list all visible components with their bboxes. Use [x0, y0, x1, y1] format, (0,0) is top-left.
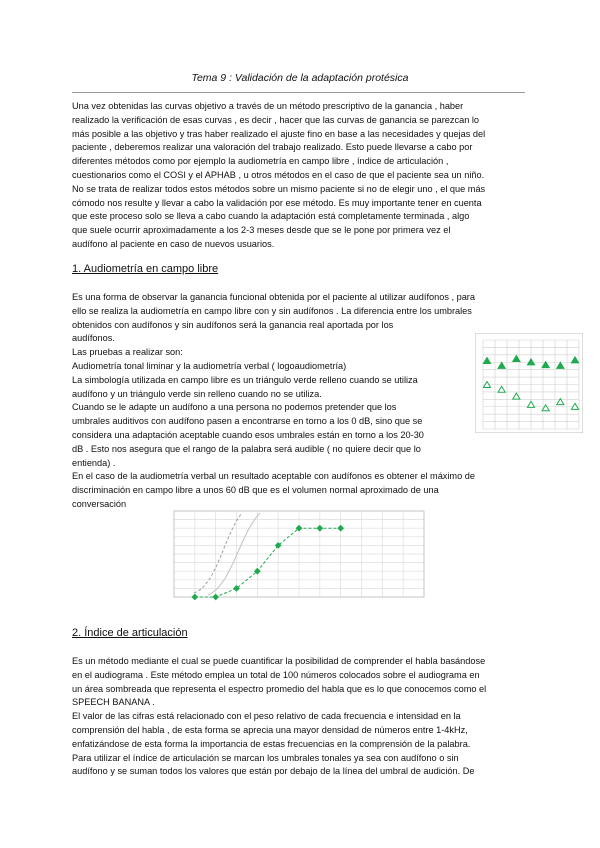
text-line: umbrales auditivos con audífono pasen a encontrarse en torno a los 0 dB, sino que se: [72, 416, 423, 427]
text-line: En el caso de la audiometría verbal un resultado aceptable con audífonos es obtener el máximo de: [72, 471, 475, 482]
text-line: considera una adaptación aceptable cuando esos umbrales están en torno a los 20-30: [72, 429, 424, 440]
text-line: Es una forma de observar la ganancia funcional obtenida por el paciente al utilizar audífonos , para: [72, 292, 475, 302]
text-line: audífono y se suman todos los valores que están por debajo de la línea del umbral de audición. De: [72, 766, 475, 777]
text-line: La simbología utilizada en campo libre es un triángulo verde relleno cuando se utiliza: [72, 374, 418, 385]
page-title: Tema 9 : Validación de la adaptación protésica: [191, 72, 409, 84]
speech-audiometry-figure: [162, 505, 440, 613]
text-line: Cuando se le adapte un audífono a una persona no podemos pretender que los: [72, 402, 397, 413]
text-line: Para utilizar el índice de articulación se marcan los umbrales tonales ya sea con audífono o sin: [72, 752, 459, 763]
audiogram-figure: [475, 333, 583, 433]
text-line: ello se realiza la audiometría en campo libre con y sin audífonos . La diferencia entre los umbrales: [72, 305, 472, 316]
text-line: Es un método mediante el cual se puede cuantificar la posibilidad de comprender el habla basándose: [72, 656, 486, 666]
text-line: comprensión del habla , de esta forma se aprecia una mayor densidad de números entre 1-4kHz,: [72, 724, 468, 735]
text-line: más posible a las objetivo y tras haber realizado el ajuste fino en base a las necesidades y quejas del: [72, 128, 486, 139]
text-line: un área sombreada que representa el espectro promedio del habla que es lo que conocemos como el: [72, 683, 487, 694]
text-line: cómodo nos resulte y llevar a cabo la validación por ese método. Es muy importante tener en cuenta: [72, 197, 482, 208]
text-line: diferentes métodos como por ejemplo la audiometría en campo libre , índice de articulación ,: [72, 156, 449, 167]
text-line: Una vez obtenidas las curvas objetivo a través de un método prescriptivo de la ganancia , haber: [72, 101, 464, 111]
text-line: El valor de las cifras está relacionado con el peso relativo de cada frecuencia e intensidad en la: [72, 711, 461, 722]
text-line: SPEECH BANANA .: [72, 697, 155, 708]
section-1-paragraph: [72, 291, 475, 512]
text-line: Audiometría tonal liminar y la audiometría verbal ( logoaudiometría): [72, 360, 347, 371]
text-line: conversación: [72, 498, 127, 509]
text-line: No se trata de realizar todos estos métodos sobre un mismo paciente si no de elegir uno , el que más: [72, 183, 486, 194]
text-line: audífonos.: [72, 333, 115, 344]
text-line: que suele ocurrir aproximadamente a los 2-3 meses desde que se le pone por primera vez el: [72, 225, 451, 236]
text-line: cuestionarios como el COSI y el APHAB , u otros métodos en el caso de que el paciente sea un niño.: [72, 169, 485, 180]
intro-paragraph: [72, 100, 485, 252]
text-line: enfatizándose de esta forma la importancia de estas frecuencias en la comprensión de la palabra.: [72, 738, 471, 749]
section-2-heading: 2. Índice de articulación: [72, 627, 188, 639]
title-divider: [72, 92, 525, 93]
text-line: discriminación en campo libre a unos 60 dB que es el volumen normal aproximado de una: [72, 485, 439, 496]
text-line: Las pruebas a realizar son:: [72, 347, 183, 358]
text-line: audífono y un triángulo verde sin relleno cuando no se utiliza.: [72, 388, 322, 399]
text-line: realizado la verificación de esas curvas , es decir , hacer que las curvas de ganancia se parezcan lo: [72, 114, 480, 125]
text-line: entienda) .: [72, 457, 116, 468]
text-line: audífono al paciente en caso de nuevos usuarios.: [72, 238, 275, 249]
section-2-paragraph: [72, 655, 486, 779]
section-1-heading: 1. Audiometría en campo libre: [72, 263, 219, 275]
text-line: que este proceso solo se lleva a cabo cuando la adaptación está completamente terminada , algo: [72, 211, 470, 222]
text-line: en el audiograma . Este método emplea un total de 100 números colocados sobre el audiograma en: [72, 669, 480, 680]
text-line: obtenidos con audífonos y sin audífonos será la ganancia real aportada por los: [72, 319, 394, 330]
text-line: dB . Esto nos asegura que el rango de la palabra será audible ( no quiere decir que lo: [72, 443, 421, 454]
text-line: paciente , deberemos realizar una valoración del trabajo realizado. Esto puede llevarse a cabo por: [72, 142, 473, 153]
